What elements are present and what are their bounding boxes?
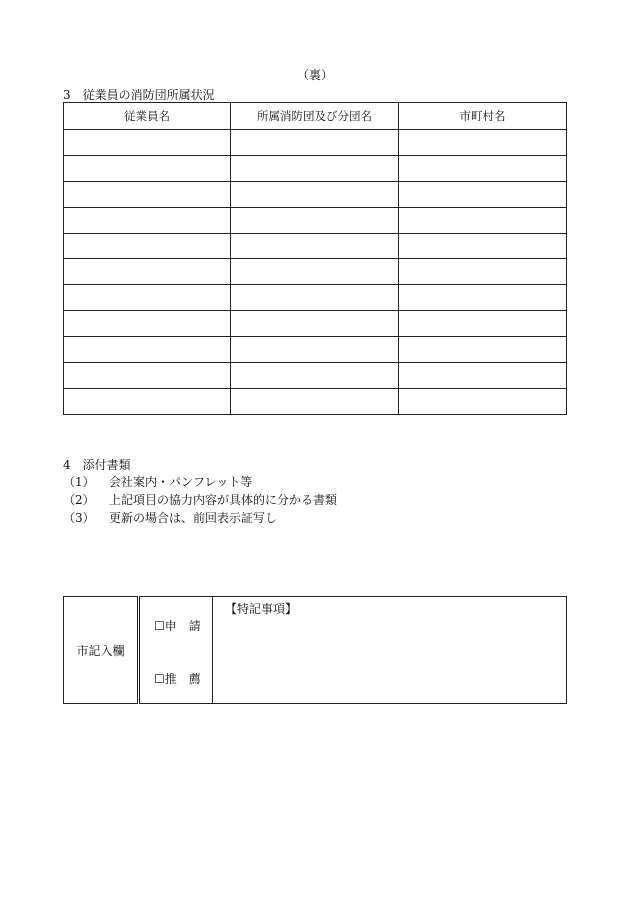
header-employee-name: 従業員名 [64, 103, 231, 130]
application-type-cell [139, 597, 213, 704]
table-row [64, 207, 567, 233]
attachment-number: （3） [63, 511, 95, 525]
attachment-item [63, 509, 277, 526]
table-row [64, 155, 567, 181]
cell-employee-name[interactable] [64, 207, 231, 233]
table-row [64, 181, 567, 207]
cell-fire-brigade[interactable] [231, 337, 399, 363]
attachment-number: （1） [63, 475, 95, 489]
cell-municipality[interactable] [399, 388, 567, 414]
table-row [64, 285, 567, 311]
members-table [63, 102, 567, 415]
cell-fire-brigade[interactable] [231, 388, 399, 414]
city-entry-box [63, 596, 567, 704]
table-row [64, 388, 567, 414]
section4-title: 4 添付書類 [63, 458, 131, 472]
cell-municipality[interactable] [399, 363, 567, 389]
attachment-number: （2） [63, 493, 95, 507]
attachment-item [63, 473, 252, 490]
table-row [64, 363, 567, 389]
cell-fire-brigade[interactable] [231, 181, 399, 207]
header-municipality: 市町村名 [399, 103, 567, 130]
cell-employee-name[interactable] [64, 155, 231, 181]
header-fire-brigade: 所属消防団及び分団名 [231, 103, 399, 130]
section3-title: 3 従業員の消防団所属状況 [63, 88, 215, 102]
cell-municipality[interactable] [399, 337, 567, 363]
cell-municipality[interactable] [399, 285, 567, 311]
cell-employee-name[interactable] [64, 130, 231, 156]
cell-employee-name[interactable] [64, 388, 231, 414]
cell-employee-name[interactable] [64, 311, 231, 337]
special-notes-label: 【特記事項】 [225, 602, 298, 616]
table-row [64, 311, 567, 337]
attachment-text: 会社案内・パンフレット等 [109, 475, 253, 489]
page-side-label: （裏） [296, 68, 333, 82]
cell-fire-brigade[interactable] [231, 285, 399, 311]
cell-fire-brigade[interactable] [231, 207, 399, 233]
cell-municipality[interactable] [399, 207, 567, 233]
cell-fire-brigade[interactable] [231, 311, 399, 337]
cell-employee-name[interactable] [64, 285, 231, 311]
cell-employee-name[interactable] [64, 233, 231, 259]
cell-fire-brigade[interactable] [231, 259, 399, 285]
cell-employee-name[interactable] [64, 363, 231, 389]
cell-municipality[interactable] [399, 181, 567, 207]
cell-employee-name[interactable] [64, 259, 231, 285]
cell-fire-brigade[interactable] [231, 233, 399, 259]
cell-municipality[interactable] [399, 130, 567, 156]
checkbox-recommend[interactable]: ☐推 薦 [154, 672, 201, 686]
cell-municipality[interactable] [399, 259, 567, 285]
members-header-row [64, 103, 567, 130]
city-entry-label: 市記入欄 [64, 597, 139, 704]
cell-fire-brigade[interactable] [231, 130, 399, 156]
cell-employee-name[interactable] [64, 337, 231, 363]
cell-municipality[interactable] [399, 311, 567, 337]
cell-fire-brigade[interactable] [231, 363, 399, 389]
table-row [64, 130, 567, 156]
attachment-item [63, 491, 337, 508]
cell-fire-brigade[interactable] [231, 155, 399, 181]
table-row [64, 259, 567, 285]
attachment-text: 更新の場合は、前回表示証写し [109, 511, 278, 525]
checkbox-apply[interactable]: ☐申 請 [154, 619, 201, 633]
cell-municipality[interactable] [399, 233, 567, 259]
cell-municipality[interactable] [399, 155, 567, 181]
table-row [64, 337, 567, 363]
cell-employee-name[interactable] [64, 181, 231, 207]
table-row [64, 233, 567, 259]
attachment-text: 上記項目の協力内容が具体的に分かる書類 [109, 493, 338, 507]
special-notes-cell[interactable] [213, 597, 567, 704]
